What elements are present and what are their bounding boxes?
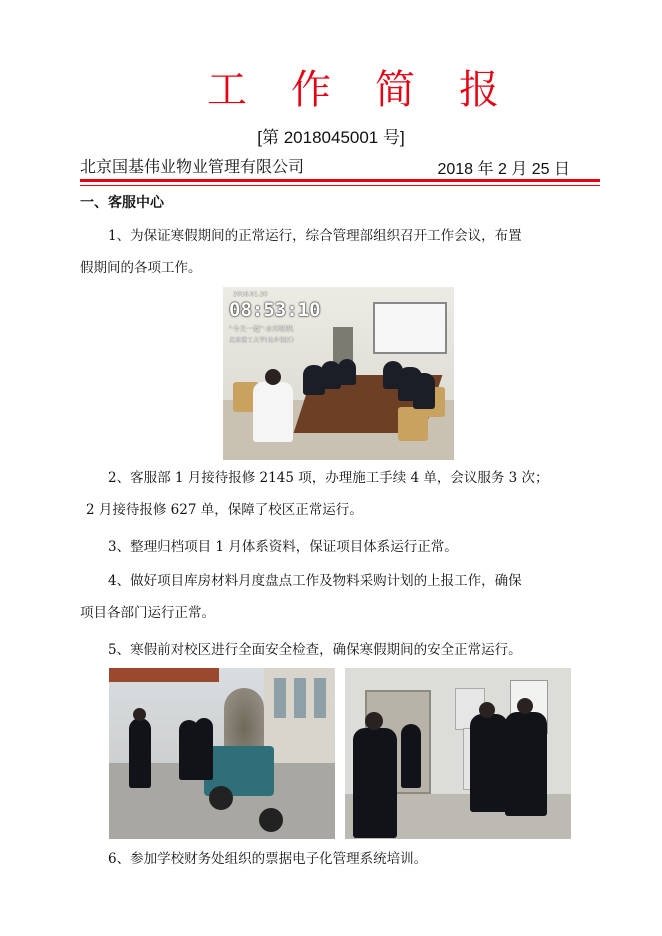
outdoor-inspection-photo (109, 668, 335, 839)
indoor-inspection-photo (345, 668, 571, 839)
meeting-photo (223, 287, 454, 460)
section-heading: 一、客服中心 (80, 195, 164, 211)
projector-screen (373, 302, 447, 354)
issue-number: [第 2018045001 号] (257, 128, 405, 147)
item-2-line-2: 2 月接待报修 627 单，保障了校区正常运行。 (86, 502, 363, 518)
company-name: 北京国基伟业物业管理有限公司 (80, 157, 305, 176)
bulletin-title: 工作简报 (207, 67, 543, 113)
item-1-line-1: 1、为保证寒假期间的正常运行，综合管理部组织召开工作会议，布置 (108, 228, 522, 244)
item-4-line-1: 4、做好项目库房材料月度盘点工作及物料采购计划的上报工作，确保 (108, 573, 522, 589)
item-1-line-2: 假期间的各项工作。 (80, 260, 202, 276)
item-5: 5、寒假前对校区进行全面安全检查，确保寒假期间的安全正常运行。 (108, 642, 522, 658)
bulletin-date: 2018 年 2 月 25 日 (437, 161, 570, 178)
header-rule-thick (80, 179, 600, 182)
timestamp-overlay: 2018.01.20 08:53:10 "今天一起"·水印相机 北京建工大学(良乡校区) (229, 291, 321, 344)
item-2-line-1: 2、客服部 1 月接待报修 2145 项，办理施工手续 4 单，会议服务 3 次； (108, 470, 549, 486)
item-4-line-2: 项目各部门运行正常。 (80, 605, 215, 621)
item-6: 6、参加学校财务处组织的票据电子化管理系统培训。 (108, 851, 428, 867)
item-3: 3、整理归档项目 1 月体系资料，保证项目体系运行正常。 (108, 539, 458, 555)
header-rule-thin (80, 185, 600, 186)
